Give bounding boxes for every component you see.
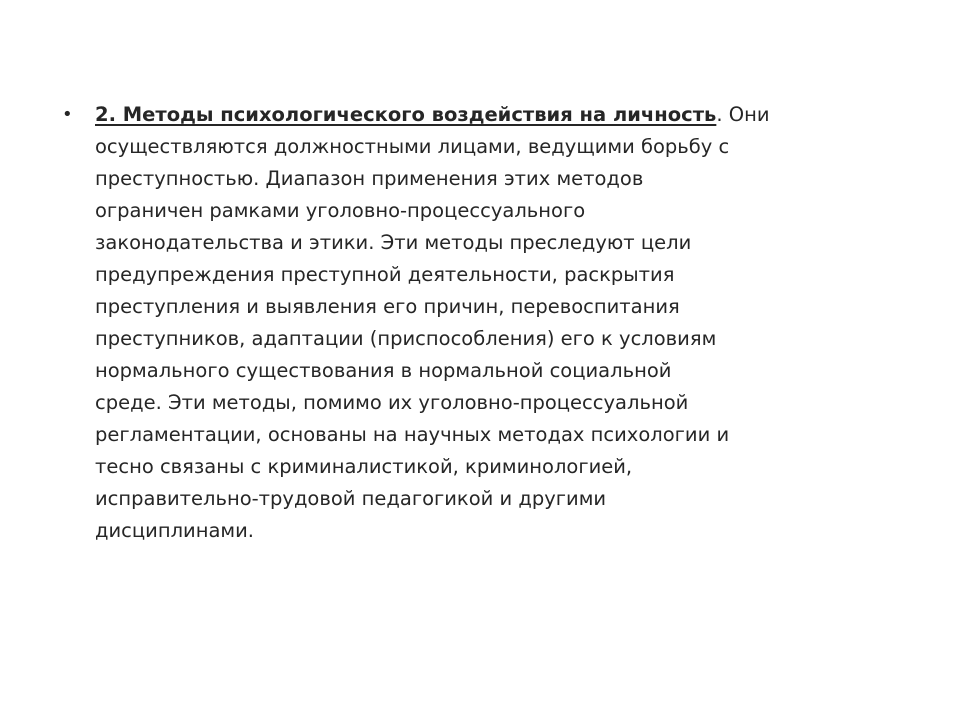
bullet-item	[62, 99, 842, 547]
paragraph-line: дисциплинами.	[95, 519, 254, 542]
paragraph-line: нормального существования в нормальной социальной	[95, 359, 672, 382]
paragraph-line: регламентации, основаны на научных методах психологии и	[95, 423, 730, 446]
paragraph-line: тесно связаны с криминалистикой, криминологией,	[95, 455, 633, 478]
section-heading: 2. Методы психологического воздействия на личность	[95, 103, 717, 126]
paragraph-line: ограничен рамками уголовно-процессуального	[95, 199, 586, 222]
paragraph-line: преступников, адаптации (приспособления) его к условиям	[95, 327, 717, 350]
paragraph-line: среде. Эти методы, помимо их уголовно-процессуальной	[95, 391, 689, 414]
paragraph-line: преступления и выявления его причин, перевоспитания	[95, 295, 680, 318]
bullet-marker: •	[62, 104, 73, 125]
paragraph-line: исправительно-трудовой педагогикой и другими	[95, 487, 607, 510]
paragraph-line: предупреждения преступной деятельности, раскрытия	[95, 263, 675, 286]
paragraph-line: преступностью. Диапазон применения этих методов	[95, 167, 644, 190]
bullet-paragraph	[95, 99, 842, 547]
paragraph-text: Они	[722, 103, 770, 126]
paragraph-line: законодательства и этики. Эти методы преследуют цели	[95, 231, 692, 254]
paragraph-line: осуществляются должностными лицами, ведущими борьбу с	[95, 135, 730, 158]
heading-suffix: .	[716, 103, 723, 126]
paragraph-line	[95, 99, 842, 131]
